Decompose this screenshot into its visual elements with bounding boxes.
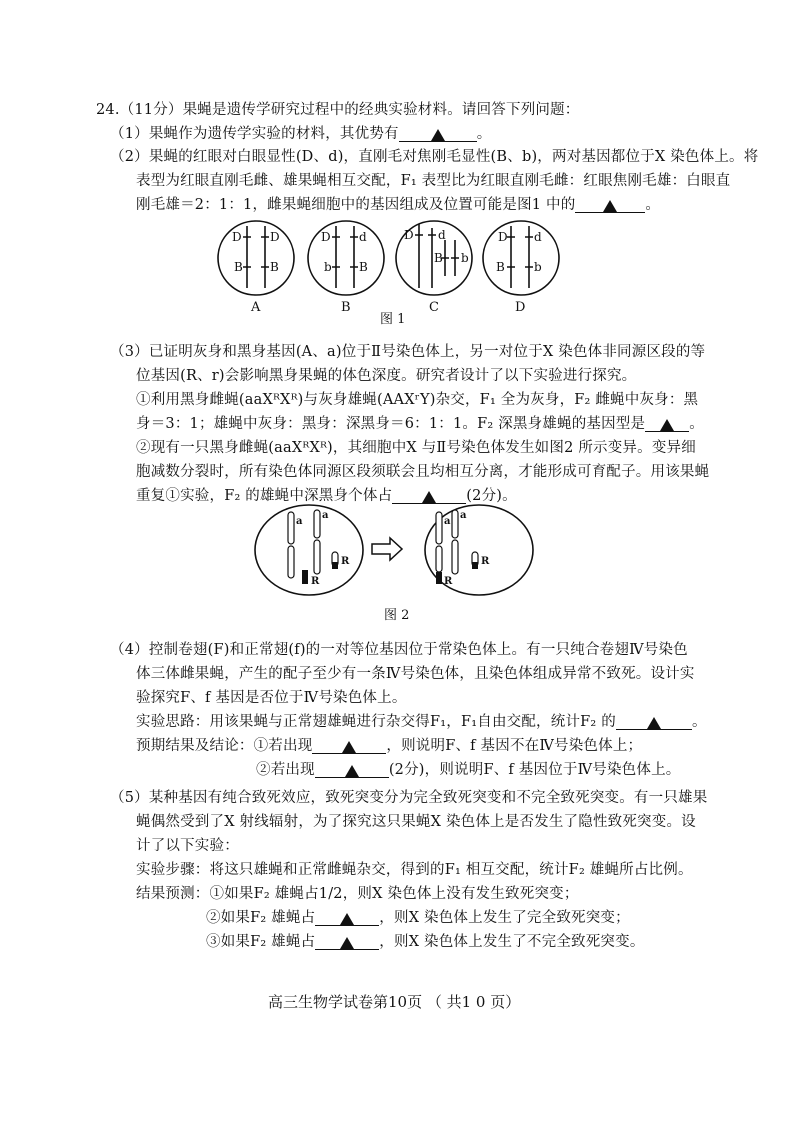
gene-label: D [498, 230, 508, 244]
triangle-icon [647, 717, 661, 729]
gene-label: b [324, 260, 332, 274]
part5-line4: 实验步骤：将这只雄蝇和正常雌蝇杂交，得到的F₁ 相互交配，统计F₂ 雄蝇所占比例。 [136, 862, 693, 878]
part2-line3: 刚毛雄＝2：1：1，雌果蝇细胞中的基因组成及位置可能是图1 中的 。 [136, 197, 661, 213]
gene-label: a [460, 510, 467, 521]
part4-line5: 预期结果及结论：①若出现 ，则说明F、f 基因不在Ⅳ号染色体上； [136, 738, 643, 754]
part1-line: （1）果蝇作为遗传学实验的材料，其优势有 。 [110, 126, 492, 142]
gene-label: B [270, 260, 279, 274]
fig1-label-d: D [515, 300, 526, 315]
gene-label: D [270, 230, 280, 244]
gene-label: b [534, 260, 542, 274]
part4-line4: 实验思路：用该果蝇与正常翅雄蝇进行杂交得F₁，F₁自由交配，统计F₂ 的 。 [136, 714, 707, 730]
fig1-label-c: C [429, 300, 439, 315]
triangle-icon [603, 200, 617, 212]
part3-line2: 位基因(R、r)会影响黑身果蝇的体色深度。研究者设计了以下实验进行探究。 [136, 368, 637, 384]
question-header: 24.（11分）果蝇是遗传学研究过程中的经典实验材料。请回答下列问题： [96, 102, 580, 118]
triangle-icon [345, 765, 359, 777]
gene-label: R [341, 556, 350, 567]
gene-label: B [496, 260, 505, 274]
part5-line6: ②如果F₂ 雄蝇占 ，则X 染色体上发生了完全致死突变； [206, 910, 630, 926]
part4-line2: 体三体雌果蝇，产生的配子至少有一条Ⅳ号染色体，且染色体组成异常不致死。设计实 [136, 666, 695, 682]
gene-label: B [359, 260, 368, 274]
part4-line3: 验探究F、f 基因是否位于Ⅳ号染色体上。 [136, 690, 407, 706]
fig1-label-b: B [341, 300, 351, 315]
gene-label: d [534, 230, 542, 244]
page-footer: 高三生物学试卷第10页 （ 共1 0 页） [268, 993, 521, 1011]
answer-blank-5 [616, 714, 692, 730]
figure-1-caption: 图 1 [380, 312, 406, 327]
part5-line3: 计了以下实验： [136, 838, 239, 854]
triangle-icon [340, 937, 354, 949]
gene-label: a [322, 510, 329, 521]
gene-label: D [321, 230, 331, 244]
gene-label: R [311, 576, 320, 587]
part3-line1: （3）已证明灰身和黑身基因(A、a)位于Ⅱ号染色体上，另一对位于X 染色体非同源区段的等 [110, 344, 706, 360]
part2-line2: 表型为红眼直刚毛雌、雄果蝇相互交配，F₁ 表型比为红眼直刚毛雌：红眼焦刚毛雄：白眼直 [136, 173, 731, 189]
part3-line6: 胞减数分裂时，所有染色体同源区段须联会且均相互分离，才能形成可育配子。用该果蝇 [136, 464, 710, 480]
part3-line7: 重复①实验，F₂ 的雄蝇中深黑身个体占 (2分)。 [136, 488, 517, 504]
gene-label: a [444, 516, 451, 527]
gene-label: B [234, 260, 243, 274]
answer-blank-6 [312, 738, 386, 754]
answer-blank-7 [315, 762, 389, 778]
gene-label: B [434, 251, 443, 265]
triangle-icon [660, 419, 674, 431]
answer-blank-2 [575, 197, 645, 213]
gene-label: D [404, 228, 414, 242]
part5-line2: 蝇偶然受到了X 射线辐射，为了探究这只果蝇X 染色体上是否发生了隐性致死突变。设 [136, 814, 696, 830]
figure-2-caption: 图 2 [384, 608, 410, 623]
part3-line4: 身＝3：1；雄蝇中灰身：黑身：深黑身＝6：1：1。F₂ 深黑身雄蝇的基因型是 。 [136, 416, 704, 432]
answer-blank-3 [645, 416, 689, 432]
gene-label: R [444, 576, 453, 587]
gene-label: b [461, 251, 469, 265]
answer-blank-1 [399, 126, 477, 142]
part4-line1: （4）控制卷翅(F)和正常翅(f)的一对等位基因位于常染色体上。有一只纯合卷翅Ⅳ号染色 [110, 642, 688, 658]
part5-line7: ③如果F₂ 雄蝇占 ，则X 染色体上发生了不完全致死突变。 [206, 934, 645, 950]
fig1-label-a: A [251, 300, 261, 315]
gene-label: D [232, 230, 242, 244]
part4-line6: ②若出现 (2分)，则说明F、f 基因位于Ⅳ号染色体上。 [256, 762, 681, 778]
part5-line1: （5）某种基因有纯合致死效应，致死突变分为完全致死突变和不完全致死突变。有一只雄果 [110, 790, 708, 806]
answer-blank-9 [315, 934, 379, 950]
gene-label: d [438, 228, 446, 242]
part3-line3: ①利用黑身雌蝇(aaXᴿXᴿ)与灰身雄蝇(AAXʳY)杂交，F₁ 全为灰身，F₂ 雌蝇中灰身：黑 [136, 392, 699, 408]
triangle-icon [342, 741, 356, 753]
part5-line5: 结果预测：①如果F₂ 雄蝇占1/2，则X 染色体上没有发生致死突变； [136, 886, 579, 902]
part3-line5: ②现有一只黑身雌蝇(aaXᴿXᴿ)，其细胞中X 与Ⅱ号染色体发生如图2 所示变异。变异细 [136, 440, 696, 456]
gene-label: d [359, 230, 367, 244]
triangle-icon [340, 913, 354, 925]
triangle-icon [431, 129, 445, 141]
figure-2 [252, 500, 542, 598]
answer-blank-8 [315, 910, 379, 926]
gene-label: R [481, 556, 490, 567]
gene-label: a [296, 516, 303, 527]
part2-line1: （2）果蝇的红眼对白眼显性(D、d)，直刚毛对焦刚毛显性(B、b)，两对基因都位于X 染色体上。将 [110, 149, 759, 165]
